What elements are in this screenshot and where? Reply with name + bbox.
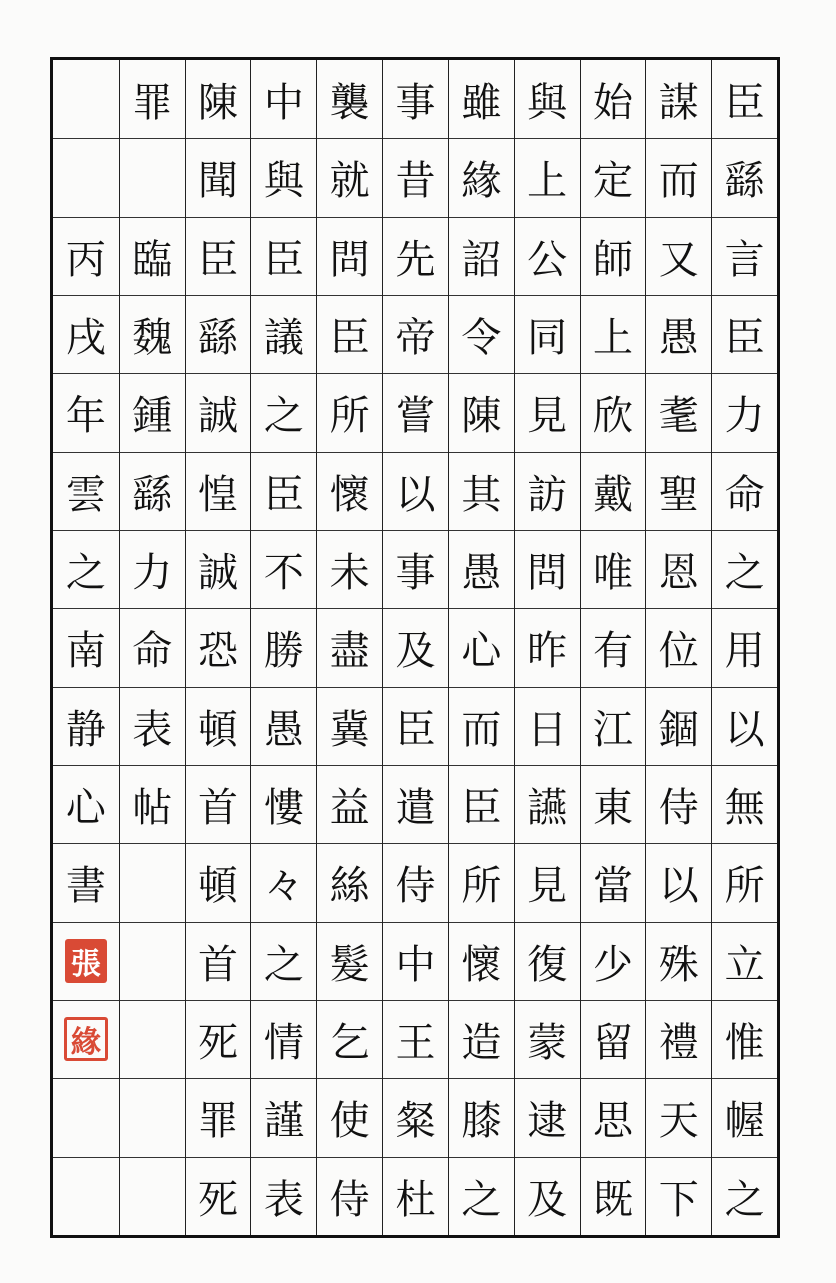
character-cell: 言 <box>712 217 777 295</box>
text-column <box>185 60 251 1235</box>
character-cell: 位 <box>646 608 711 686</box>
character-cell: 幄 <box>712 1078 777 1156</box>
character-cell: 中 <box>263 79 304 126</box>
character-cell: 始 <box>592 79 633 126</box>
character-cell: 先 <box>383 217 448 295</box>
character-cell: 其 <box>449 452 514 530</box>
character-cell: 頓 <box>186 687 251 765</box>
character-cell: 事 <box>383 530 448 608</box>
character-cell: 懷 <box>449 922 514 1000</box>
character-cell: 静 <box>53 687 119 765</box>
character-cell: 訪 <box>515 452 580 530</box>
character-cell <box>120 1157 185 1235</box>
character-cell: 與 <box>527 79 568 126</box>
character-cell: 杜 <box>383 1157 448 1235</box>
character-cell: 罪 <box>132 79 173 126</box>
character-cell: 髮 <box>317 922 382 1000</box>
character-cell: 雲 <box>53 452 119 530</box>
character-cell: 益 <box>317 765 382 843</box>
character-cell: 臣 <box>449 765 514 843</box>
character-cell: 見 <box>515 843 580 921</box>
character-cell: 惟 <box>712 1000 777 1078</box>
character-cell: 遣 <box>383 765 448 843</box>
character-cell: 臣 <box>724 79 765 126</box>
text-column <box>645 60 711 1235</box>
character-cell: 臣 <box>186 217 251 295</box>
character-cell: 愚 <box>251 687 316 765</box>
character-cell: 恩 <box>646 530 711 608</box>
character-cell: 表 <box>120 687 185 765</box>
character-cell <box>120 843 185 921</box>
character-cell: 聞 <box>186 138 251 216</box>
character-cell: 立 <box>712 922 777 1000</box>
character-cell: 上 <box>581 295 646 373</box>
character-cell: 定 <box>581 138 646 216</box>
character-cell: 謀 <box>658 79 699 126</box>
character-cell: 聖 <box>646 452 711 530</box>
character-cell: 王 <box>383 1000 448 1078</box>
character-cell: 心 <box>53 765 119 843</box>
character-cell: 臣 <box>251 452 316 530</box>
character-cell: 東 <box>581 765 646 843</box>
character-cell: 臨 <box>120 217 185 295</box>
character-cell: 耄 <box>646 373 711 451</box>
character-cell: 臣 <box>317 295 382 373</box>
character-cell: 天 <box>646 1078 711 1156</box>
character-cell: 死 <box>186 1000 251 1078</box>
character-cell: 臣 <box>712 295 777 373</box>
character-cell: 公 <box>515 217 580 295</box>
character-cell: 謹 <box>251 1078 316 1156</box>
text-column <box>250 60 316 1235</box>
character-cell: 頓 <box>186 843 251 921</box>
character-cell: 陳 <box>449 373 514 451</box>
character-cell: 無 <box>712 765 777 843</box>
character-cell: 禮 <box>646 1000 711 1078</box>
character-cell: 誠 <box>186 530 251 608</box>
character-cell: 首 <box>186 922 251 1000</box>
character-cell: 之 <box>251 373 316 451</box>
character-cell: 命 <box>120 608 185 686</box>
character-cell <box>53 60 119 138</box>
character-cell: 使 <box>317 1078 382 1156</box>
character-cell: 雖 <box>461 79 502 126</box>
character-cell: 讌 <box>515 765 580 843</box>
character-cell: 令 <box>449 295 514 373</box>
character-cell: 以 <box>383 452 448 530</box>
character-cell: 丙 <box>53 217 119 295</box>
text-column <box>119 60 185 1235</box>
text-column <box>580 60 646 1235</box>
character-cell: 而 <box>646 138 711 216</box>
character-cell: 之 <box>712 1157 777 1235</box>
character-cell: 粲 <box>383 1078 448 1156</box>
character-cell: 帖 <box>120 765 185 843</box>
text-column <box>514 60 580 1235</box>
character-cell: 有 <box>581 608 646 686</box>
character-cell: 日 <box>515 687 580 765</box>
character-cell: 逮 <box>515 1078 580 1156</box>
character-cell: 少 <box>581 922 646 1000</box>
character-cell: 書 <box>53 843 119 921</box>
character-cell: 膝 <box>449 1078 514 1156</box>
character-cell: 以 <box>712 687 777 765</box>
character-cell <box>53 1078 119 1156</box>
character-cell: 愚 <box>646 295 711 373</box>
character-cell <box>120 922 185 1000</box>
character-cell: 帝 <box>383 295 448 373</box>
character-cell: 力 <box>120 530 185 608</box>
character-cell: 之 <box>53 530 119 608</box>
character-cell: 侍 <box>646 765 711 843</box>
character-cell: 昨 <box>515 608 580 686</box>
character-cell: 戌 <box>53 295 119 373</box>
text-column <box>711 60 777 1235</box>
character-cell: 下 <box>646 1157 711 1235</box>
character-cell: 慺 <box>251 765 316 843</box>
character-cell: 見 <box>515 373 580 451</box>
character-cell: 力 <box>712 373 777 451</box>
character-cell: 以 <box>646 843 711 921</box>
character-cell: 戴 <box>581 452 646 530</box>
character-cell <box>53 1157 119 1235</box>
character-cell: 陳 <box>198 79 239 126</box>
character-cell: 誠 <box>186 373 251 451</box>
text-column <box>448 60 514 1235</box>
text-column <box>382 60 448 1235</box>
character-cell: 愚 <box>449 530 514 608</box>
character-cell: 罪 <box>186 1078 251 1156</box>
character-cell <box>120 138 185 216</box>
character-cell: 唯 <box>581 530 646 608</box>
character-cell: 而 <box>449 687 514 765</box>
character-cell: 事 <box>395 79 436 126</box>
character-cell: 造 <box>449 1000 514 1078</box>
character-cell: 侍 <box>317 1157 382 1235</box>
character-cell: 議 <box>251 295 316 373</box>
character-cell: 師 <box>581 217 646 295</box>
character-cell: 襲 <box>329 79 370 126</box>
character-cell: 就 <box>317 138 382 216</box>
character-cell: 勝 <box>251 608 316 686</box>
character-cell: 昔 <box>383 138 448 216</box>
character-cell <box>53 138 119 216</box>
character-cell: 懷 <box>317 452 382 530</box>
character-cell: 復 <box>515 922 580 1000</box>
character-cell: 留 <box>581 1000 646 1078</box>
character-cell: 緣 <box>449 138 514 216</box>
character-cell: 表 <box>251 1157 316 1235</box>
red-seal-stamp-outline: 緣 <box>64 1017 108 1061</box>
character-cell: 侍 <box>383 843 448 921</box>
character-cell: 既 <box>581 1157 646 1235</box>
character-cell: 欣 <box>581 373 646 451</box>
character-cell: 思 <box>581 1078 646 1156</box>
character-cell: 不 <box>251 530 316 608</box>
character-cell: 及 <box>515 1157 580 1235</box>
character-cell: 之 <box>449 1157 514 1235</box>
character-cell: 年 <box>53 373 119 451</box>
character-cell: 錮 <box>646 687 711 765</box>
character-cell: 絲 <box>317 843 382 921</box>
character-cell: 未 <box>317 530 382 608</box>
text-column <box>316 60 382 1235</box>
character-cell: 中 <box>383 922 448 1000</box>
character-cell: 繇 <box>186 295 251 373</box>
character-cell: 當 <box>581 843 646 921</box>
character-cell: 恐 <box>186 608 251 686</box>
character-cell: 及 <box>383 608 448 686</box>
character-cell: 惶 <box>186 452 251 530</box>
character-cell: 與 <box>251 138 316 216</box>
character-cell: 情 <box>251 1000 316 1078</box>
character-cell: 繇 <box>712 138 777 216</box>
character-cell: 首 <box>186 765 251 843</box>
character-cell: 南 <box>53 608 119 686</box>
character-cell: 之 <box>712 530 777 608</box>
character-cell: 鍾 <box>120 373 185 451</box>
character-cell: 嘗 <box>383 373 448 451</box>
character-cell: 所 <box>712 843 777 921</box>
character-cell: 江 <box>581 687 646 765</box>
character-cell: 臣 <box>251 217 316 295</box>
character-cell: 所 <box>449 843 514 921</box>
character-grid <box>50 57 780 1238</box>
character-cell: 蒙 <box>515 1000 580 1078</box>
character-cell: 又 <box>646 217 711 295</box>
character-cell: 詔 <box>449 217 514 295</box>
character-cell: 命 <box>712 452 777 530</box>
character-cell: 魏 <box>120 295 185 373</box>
character-cell: 用 <box>712 608 777 686</box>
character-cell: 盡 <box>317 608 382 686</box>
character-cell: 冀 <box>317 687 382 765</box>
character-cell: 問 <box>515 530 580 608</box>
character-cell <box>120 1000 185 1078</box>
character-cell: 上 <box>515 138 580 216</box>
character-cell: 之 <box>251 922 316 1000</box>
character-cell: 々 <box>251 843 316 921</box>
character-cell: 臣 <box>383 687 448 765</box>
character-cell: 所 <box>317 373 382 451</box>
character-cell: 心 <box>449 608 514 686</box>
character-cell: 死 <box>186 1157 251 1235</box>
character-cell: 殊 <box>646 922 711 1000</box>
character-cell: 繇 <box>120 452 185 530</box>
character-cell: 同 <box>515 295 580 373</box>
character-cell <box>120 1078 185 1156</box>
red-seal-stamp: 張 <box>65 939 107 983</box>
character-cell: 乞 <box>317 1000 382 1078</box>
character-cell: 問 <box>317 217 382 295</box>
